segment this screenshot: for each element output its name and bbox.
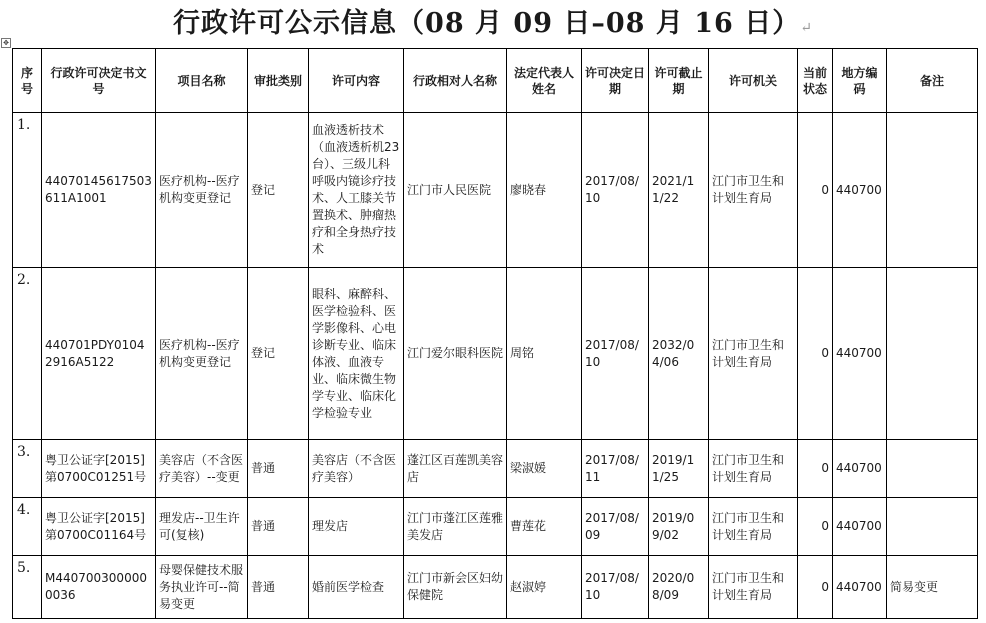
cell-doc-no: 粤卫公证字[2015]第0700C01251号 — [42, 440, 156, 498]
cell-doc-no: M4407003000000036 — [42, 556, 156, 619]
cell-status: 0 — [798, 440, 833, 498]
cell-project: 美容店（不含医疗美容）--变更 — [156, 440, 248, 498]
header-doc-no: 行政许可决定书文号 — [42, 49, 156, 113]
cell-expiry-date: 2032/04/06 — [649, 268, 709, 440]
cell-expiry-date: 2020/08/09 — [649, 556, 709, 619]
header-content: 许可内容 — [309, 49, 404, 113]
cell-approval-type: 登记 — [248, 113, 309, 268]
cell-project: 医疗机构--医疗机构变更登记 — [156, 268, 248, 440]
cell-status: 0 — [798, 556, 833, 619]
cell-region-code: 440700 — [833, 268, 887, 440]
cell-content: 眼科、麻醉科、医学检验科、医学影像科、心电诊断专业、临床体液、血液专业、临床微生物学专业、临床化学检验专业 — [309, 268, 404, 440]
permit-table — [12, 48, 978, 619]
table-row — [13, 268, 978, 440]
cell-authority: 江门市卫生和计划生育局 — [709, 113, 798, 268]
cell-doc-no: 粤卫公证字[2015]第0700C01164号 — [42, 498, 156, 556]
table-row — [13, 440, 978, 498]
cell-seq: 2. — [13, 268, 42, 440]
cell-region-code: 440700 — [833, 440, 887, 498]
cell-status: 0 — [798, 268, 833, 440]
cell-expiry-date: 2021/11/22 — [649, 113, 709, 268]
cell-region-code: 440700 — [833, 498, 887, 556]
cell-seq: 3. — [13, 440, 42, 498]
cell-legal-rep: 廖晓春 — [507, 113, 582, 268]
cell-seq: 1. — [13, 113, 42, 268]
table-row — [13, 556, 978, 619]
cell-approval-type: 普通 — [248, 440, 309, 498]
header-approval-type: 审批类别 — [248, 49, 309, 113]
cell-authority: 江门市卫生和计划生育局 — [709, 268, 798, 440]
cell-region-code: 440700 — [833, 556, 887, 619]
header-seq: 序号 — [13, 49, 42, 113]
table-row — [13, 113, 978, 268]
cell-project: 母婴保健技术服务执业许可--简易变更 — [156, 556, 248, 619]
header-legal-rep: 法定代表人姓名 — [507, 49, 582, 113]
cell-content: 婚前医学检查 — [309, 556, 404, 619]
cell-content: 血液透析技术（血液透析机23台）、三级儿科呼吸内镜诊疗技术、人工膝关节置换术、肿瘤热疗和全身热疗技术 — [309, 113, 404, 268]
cell-counterpart: 江门市蓬江区莲雅美发店 — [404, 498, 507, 556]
cell-counterpart: 江门爱尔眼科医院 — [404, 268, 507, 440]
cell-counterpart: 江门市人民医院 — [404, 113, 507, 268]
paragraph-mark-icon: ↵ — [800, 20, 813, 36]
cell-content: 美容店（不含医疗美容） — [309, 440, 404, 498]
cell-approval-type: 普通 — [248, 556, 309, 619]
cell-content: 理发店 — [309, 498, 404, 556]
table-header-row — [13, 49, 978, 113]
cell-legal-rep: 周铭 — [507, 268, 582, 440]
cell-doc-no: 440701PDY01042916A5122 — [42, 268, 156, 440]
cell-authority: 江门市卫生和计划生育局 — [709, 440, 798, 498]
cell-region-code: 440700 — [833, 113, 887, 268]
cell-authority: 江门市卫生和计划生育局 — [709, 498, 798, 556]
cell-status: 0 — [798, 113, 833, 268]
cell-approval-type: 登记 — [248, 268, 309, 440]
cell-expiry-date: 2019/11/25 — [649, 440, 709, 498]
cell-decision-date: 2017/08/11 — [582, 440, 649, 498]
cell-authority: 江门市卫生和计划生育局 — [709, 556, 798, 619]
cell-project: 医疗机构--医疗机构变更登记 — [156, 113, 248, 268]
cell-doc-no: 44070145617503611A1001 — [42, 113, 156, 268]
table-row — [13, 498, 978, 556]
header-expiry-date: 许可截止期 — [649, 49, 709, 113]
cell-legal-rep: 赵淑婷 — [507, 556, 582, 619]
document-title: 行政许可公示信息（08 月 09 日–08 月 16 日）↵ — [173, 8, 813, 39]
cell-counterpart: 江门市新会区妇幼保健院 — [404, 556, 507, 619]
cell-status: 0 — [798, 498, 833, 556]
cell-seq: 4. — [13, 498, 42, 556]
cell-legal-rep: 梁淑媛 — [507, 440, 582, 498]
cell-counterpart: 蓬江区百莲凯美容店 — [404, 440, 507, 498]
cell-remark: 简易变更 — [887, 556, 978, 619]
cell-seq: 5. — [13, 556, 42, 619]
cell-decision-date: 2017/08/10 — [582, 113, 649, 268]
header-project: 项目名称 — [156, 49, 248, 113]
table-move-handle-icon[interactable]: ✥ — [1, 38, 11, 48]
cell-decision-date: 2017/08/09 — [582, 498, 649, 556]
header-region-code: 地方编码 — [833, 49, 887, 113]
cell-remark — [887, 268, 978, 440]
cell-project: 理发店--卫生许可(复核) — [156, 498, 248, 556]
header-counterpart: 行政相对人名称 — [404, 49, 507, 113]
header-remark: 备注 — [887, 49, 978, 113]
cell-decision-date: 2017/08/10 — [582, 268, 649, 440]
header-authority: 许可机关 — [709, 49, 798, 113]
cell-remark — [887, 498, 978, 556]
cell-remark — [887, 113, 978, 268]
header-status: 当前状态 — [798, 49, 833, 113]
cell-remark — [887, 440, 978, 498]
cell-approval-type: 普通 — [248, 498, 309, 556]
cell-legal-rep: 曹莲花 — [507, 498, 582, 556]
cell-decision-date: 2017/08/10 — [582, 556, 649, 619]
cell-expiry-date: 2019/09/02 — [649, 498, 709, 556]
header-decision-date: 许可决定日期 — [582, 49, 649, 113]
